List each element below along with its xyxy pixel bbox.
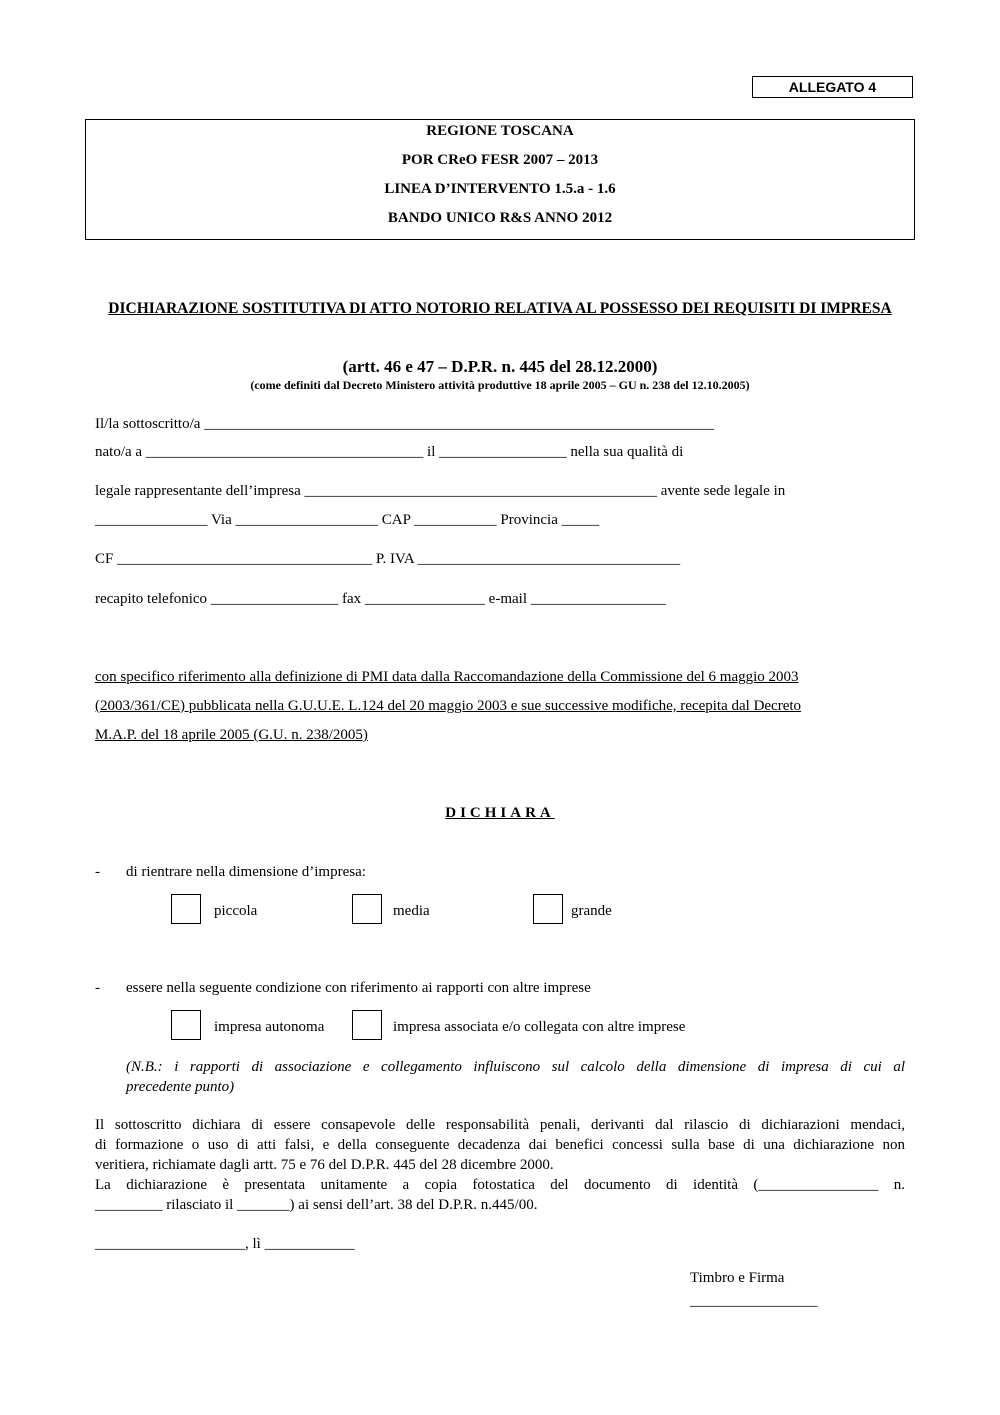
reference-line-3: M.A.P. del 18 aprile 2005 (G.U. n. 238/2005) [95, 727, 368, 743]
header-line-region: REGIONE TOSCANA [426, 123, 574, 139]
subtitle-decree-ref: (come definiti dal Decreto Ministero attività produttive 18 aprile 2005 – GU n. 238 del 12.10.2005) [250, 378, 750, 392]
form-line-tax-codes[interactable]: CF __________________________________ P. IVA ___________________________________ [95, 551, 681, 567]
option-piccola-label: piccola [214, 903, 258, 919]
nb-line-2: precedente punto) [126, 1079, 235, 1095]
option-grande-label: grande [571, 903, 612, 919]
option-media-label: media [393, 903, 430, 919]
header-line-program: POR CReO FESR 2007 – 2013 [401, 152, 599, 168]
option-impresa-autonoma-label: impresa autonoma [214, 1019, 325, 1035]
reference-line-1: con specifico riferimento alla definizione di PMI data dalla Raccomandazione della Commissione del 6 maggio 2003 [95, 669, 799, 685]
item1-dash: - [95, 864, 100, 880]
form-line-birth[interactable]: nato/a a _____________________________________ il _________________ nella sua qualità di [95, 444, 684, 460]
header-line-intervention: LINEA D’INTERVENTO 1.5.a - 1.6 [384, 181, 616, 197]
declaration-paragraph [95, 1115, 905, 1215]
declaration-line-5: _________ rilasciato il _______) ai sensi dell’art. 38 del D.P.R. n.445/00. [95, 1197, 538, 1213]
header-box [85, 119, 915, 240]
subtitle-legal-ref: (artt. 46 e 47 – D.P.R. n. 445 del 28.12.2000) [342, 357, 658, 376]
signature-label: Timbro e Firma [690, 1270, 785, 1286]
item2-dash: - [95, 980, 100, 996]
nb-note [126, 1057, 905, 1097]
document-title: DICHIARAZIONE SOSTITUTIVA DI ATTO NOTORIO RELATIVA AL POSSESSO DEI REQUISITI DI IMPRESA [108, 300, 892, 317]
form-line-address[interactable]: _______________ Via ___________________ CAP ___________ Provincia _____ [95, 512, 600, 528]
option-impresa-associata-label: impresa associata e/o collegata con altre imprese [393, 1019, 686, 1035]
declaration-line-3: veritiera, richiamate dagli artt. 75 e 76 del D.P.R. 445 del 28 dicembre 2000. [95, 1157, 554, 1173]
header-line-call: BANDO UNICO R&S ANNO 2012 [387, 210, 613, 226]
allegato-label: ALLEGATO 4 [752, 76, 913, 98]
form-line-company[interactable]: legale rappresentante dell’impresa _______________________________________________ avente sede legale in [95, 483, 786, 499]
declaration-line-1: Il sottoscritto dichiara di essere consapevole delle responsabilità penali, derivanti dal rilascio di dichiarazioni mendaci, [95, 1117, 905, 1133]
reference-line-2: (2003/361/CE) pubblicata nella G.U.U.E. L.124 del 20 maggio 2003 e sue successive modifiche, recepita dal Decreto [95, 698, 802, 714]
form-line-contacts[interactable]: recapito telefonico _________________ fax ________________ e-mail __________________ [95, 591, 666, 607]
item2-text: essere nella seguente condizione con riferimento ai rapporti con altre imprese [126, 980, 591, 996]
dichiara-heading: DICHIARA [445, 805, 555, 821]
declaration-line-4: La dichiarazione è presentata unitamente a copia fotostatica del documento di identità (________________ n. [95, 1177, 905, 1193]
checkbox-grande[interactable] [533, 894, 563, 924]
checkbox-impresa-autonoma[interactable] [171, 1010, 201, 1040]
place-date-field[interactable]: ____________________, lì ____________ [95, 1236, 355, 1252]
nb-line-1: (N.B.: i rapporti di associazione e collegamento influiscono sul calcolo della dimensione di impresa di cui al [126, 1059, 905, 1075]
checkbox-impresa-associata[interactable] [352, 1010, 382, 1040]
item1-text: di rientrare nella dimensione d’impresa: [126, 864, 366, 880]
signature-line[interactable]: _________________ [690, 1293, 818, 1309]
form-line-undersigned[interactable]: Il/la sottoscritto/a ____________________________________________________________________ [95, 416, 715, 432]
checkbox-piccola[interactable] [171, 894, 201, 924]
declaration-line-2: di formazione o uso di atti falsi, e della conseguente decadenza dai benefici concessi sulla base di una dichiarazione non [95, 1137, 905, 1153]
checkbox-media[interactable] [352, 894, 382, 924]
